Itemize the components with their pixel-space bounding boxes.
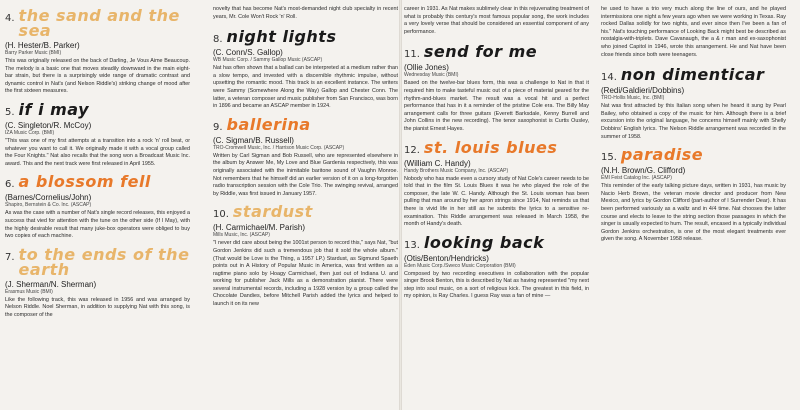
track-notes: Nat was first attracted by this Italian song when he heard it sung by Pearl Bailey, who obtained a copy of the music for him. Although there is a brief excursion into the original language, he concerns himself mainly with Shelly Dobbins' English lyrics. The Nelson Riddle arrangement was recorded in the summer of 1958. [601,103,786,140]
track-entry-12 [404,137,589,229]
column-4 [601,0,786,410]
column-3 [404,0,589,410]
track-publisher: Barry Parker Music (BMI) [5,50,62,56]
track-number: 7. [5,251,15,263]
track-heading [213,114,398,134]
track-writers: (William C. Handy) [404,158,471,168]
track-entry-10 [213,204,398,308]
track-publisher: EMI Feist Catalog Inc. (ASCAP) [601,175,672,182]
track-title: send for me [423,42,538,62]
continued-text: novelty that has become Nat's most-demanded night club specialty in recent years, Mr. Cole Won't Rock 'n' Roll. [213,6,398,20]
track-publisher: Wednesday Music (BMI) [404,72,459,79]
column-1 [5,0,190,410]
track-publisher: Mills Music, Inc. (ASCAP) [213,232,270,239]
track-entry-8 [213,29,398,111]
track-publisher: IZA Music Corp. (BMI) [5,129,55,136]
track-notes: Nobody who has made even a cursory study of Nat Cole's career needs to be told that in the film St. Louis Blues it was he who played the role of the composer, the late W. C. Handy. Although the St. Louis woman has been pulling that man around by her apron strings since 1914, Nat reminds us that there is vivid life in her still as he submits the lyrics to a sensitive re-examination. This Riddle arrangement was released in March 1958, the month of Handy's death. [404,175,589,228]
track-number: 11. [404,49,420,61]
track-number: 13. [404,239,420,251]
track-entry-5 [5,99,190,168]
track-title: the sand and the sea [18,6,180,40]
track-publisher: Shapiro, Bernstein & Co. Inc. (ASCAP) [5,202,92,209]
track-writers: (N.H. Brown/G. Clifford) [601,166,686,176]
track-heading [601,67,786,83]
track-writers: (C. Conn/S. Gallop) [213,48,283,58]
track-heading [213,204,398,220]
track-publisher: Erasmus Music (BMI) [5,288,53,295]
track-entry-6 [5,174,190,240]
track-writers: (C. Sigman/B. Russell) [213,135,294,145]
track-writers: (H. Hester/B. Parker) [5,41,80,50]
track-title: stardust [232,202,313,222]
track-title: ballerina [226,114,311,134]
track-notes: This was originally released on the back of Darling, Je Vous Aime Beaucoup. The melody is a basic one that moves steadily downward in the main eight-bar strain, but there is a surprisingly wide range of dramatic contrast and dynamic control in Nat's (and Nelson Riddle's) striking change of mood after the first sixteen measures. [5,58,190,95]
track-heading [213,29,398,45]
track-notes: Like the following track, this was released in 1956 and was arranged by Nelson Riddle. Noel Sherman, in addition to supplying Nat with this song, is the composer of the [5,296,190,318]
track-entry-11 [404,44,589,133]
track-title: if i may [18,99,90,119]
track-publisher: Eden Music Corp./Sweco Music Corporation (BMI) [404,262,516,269]
track-publisher: WB Music Corp. / Sammy Gallop Music (ASCAP) [213,57,323,64]
track-notes: Composed by two recording executives in collaboration with the popular singer Brook Benton, this is described by Nat as having represented "my next step into soul music, on a sort of religious kick. The greatest in this field, in my opinion, is Ray Charles. I guess Ray was a fan of mine — [404,270,589,300]
track-number: 8. [213,34,223,46]
track-heading [5,244,190,279]
track-publisher: TRO-Cromwell Music, Inc. / Harrison Music Corp. (ASCAP) [213,144,345,151]
track-title: looking back [423,232,545,252]
track-number: 9. [213,121,223,133]
track-number: 6. [5,179,15,191]
track-notes: Based on the twelve-bar blues form, this was a challenge to Nat in that it required him to make tasteful music out of a piece of material geared for the rhythm-and-blues market. The result was a vocal hit and a perfect performance that has in it a reminder of the pristine Cole era. The Billy May arrangement calls for three guitars (Everett Barksdale, Kenny Burrell and John Collins in the new recording). The tenor saxophonist is Curtis Ousley, the pianist Ernest Hayes. [404,80,589,132]
track-heading [5,174,190,190]
track-publisher: Handy Brothers Music Company, Inc. (ASCAP) [404,167,509,174]
continued-text: career in 1931. As Nat makes sublimely clear in this rejuvenating treatment of what is probably this century's most famous popular song, the work includes a very lovely verse that should be considered an essential component of any performance. [404,6,589,35]
track-publisher: TRO-Hollis Music, Inc. (BMI) [601,95,665,102]
track-notes: Written by Carl Sigman and Bob Russell, who are represented elsewhere in the album by Answer Me, My Love and Blue Gardenia respectively, this was originally associated with the inimitable baritone sound of Vaughn Monroe. Not remembers that he himself did an earlier version of it on a long-forgotten radio transcription session with the Cole Trio. The swinging revival, arranged by Riddle, was first issued in January 1957. [213,152,398,197]
track-number: 12. [404,144,420,156]
continued-text: he used to have a trio very much along the line of ours, and he played intermissions one night a few years ago when we were working in Texas. Ray rocked Dallas solidly for two nights, and ever since then I've been a fan of his." Nat's touching performance of Looking Back might best be described as nostalgia-with-triplets. Dave Cavanaugh, the a & r man and ex-saxophonist who joined Capitol in 1946, wrote this arrangement. He and Nat have been close friends since both were teenagers. [601,6,786,58]
track-writers: (Otis/Benton/Hendricks) [404,253,489,263]
track-entry-13 [404,232,589,301]
track-notes: This reminder of the early talking picture days, written in 1931, has music by Nacio Herb Brown, the veteran movie director and producer from New Mexico, and lyrics by Gordon Clifford (part-author of I Surrender Dear). It has been performed variously as a waltz and in 4/4 time. Nat chooses the latter course and elects to leave to the string section those passages in which the singer is usually expected to hum. The result, encased in a typically individual Gordon Jenkins orchestration, is one of the most elegant treatments ever given the song. A November 1958 release. [601,183,786,243]
track-writers: (Redi/Galdieri/Dobbins) [601,86,685,96]
column-2 [213,0,398,410]
track-heading [404,137,589,157]
track-entry-15 [601,147,786,244]
track-number: 5. [5,106,15,118]
track-entry-7 [5,244,190,320]
track-notes: Nat has often shown that a ballad can be interpreted at a medium rather than a slow tempo, and invested with a discernible rhythmic impulse, without upsetting the romantic mood. This track is an excellent instance. The writers were Sammy (Somewhere Along the Way) Gallop and Chester Conn. The latter, a veteran composer and music publisher from San Francisco, was born in 1896 and became an ASCAP member in 1924. [213,65,398,110]
track-title: non dimenticar [620,65,765,85]
track-number: 15. [601,152,617,164]
track-writers: (Ollie Jones) [404,63,449,73]
track-title: a blossom fell [18,172,151,192]
track-heading [404,232,589,252]
track-writers: (J. Sherman/N. Sherman) [5,279,97,289]
track-notes: "I never did care about being the 1001st person to record this," says Nat, "but Gordon Jenkins did such a tremendous job that it sold the whole album." (That would be Love is the Thing, a 1957 LP.) Stardust, as Sigmund Spaeth points out in A History of Popular Music in America, was first written as a ragtime piano solo by Hoagy Carmichael, then just out of Indiana U. and working for publisher Jack Mills as a demonstration pianist. There were several instrumental records, including a 1928 version by a group called the Chocolate Dandies, before Mitchell Parish added the lyrics and helped to launch it on its new [213,240,398,308]
track-heading [5,99,190,119]
track-title: st. louis blues [423,137,558,157]
track-number: 10. [213,209,229,221]
track-writers: (H. Carmichael/M. Parish) [213,223,306,233]
track-writers: (Barnes/Cornelius/John) [5,193,92,203]
track-heading [601,147,786,163]
track-title: night lights [226,27,337,47]
track-title: to the ends of the earth [18,244,190,279]
track-entry-9 [213,114,398,199]
track-notes: "This was one of my first attempts at a transition into a rock 'n' roll beat, or whatever you want to call it. We originally made it with a vocal group called the Four Knights." Nat also recalls that the song won a Broadcast Music Inc. award. This and the next track were first released in April 1955. [5,137,190,167]
track-heading [404,44,589,60]
track-title: paradise [620,145,704,165]
track-number: 4. [5,13,15,24]
track-entry-14 [601,67,786,141]
track-number: 14. [601,72,617,84]
page-fold [399,0,402,410]
track-entry-4 [5,8,190,96]
track-heading [5,8,190,38]
track-notes: As was the case with a number of Nat's single record releases, this enjoyed a success that vied for attention with the tune on the other side (If I May), with the highly desirable result that many juke-box operators were obliged to buy two copies of each machine. [5,210,190,240]
track-writers: (C. Singleton/R. McCoy) [5,120,92,130]
